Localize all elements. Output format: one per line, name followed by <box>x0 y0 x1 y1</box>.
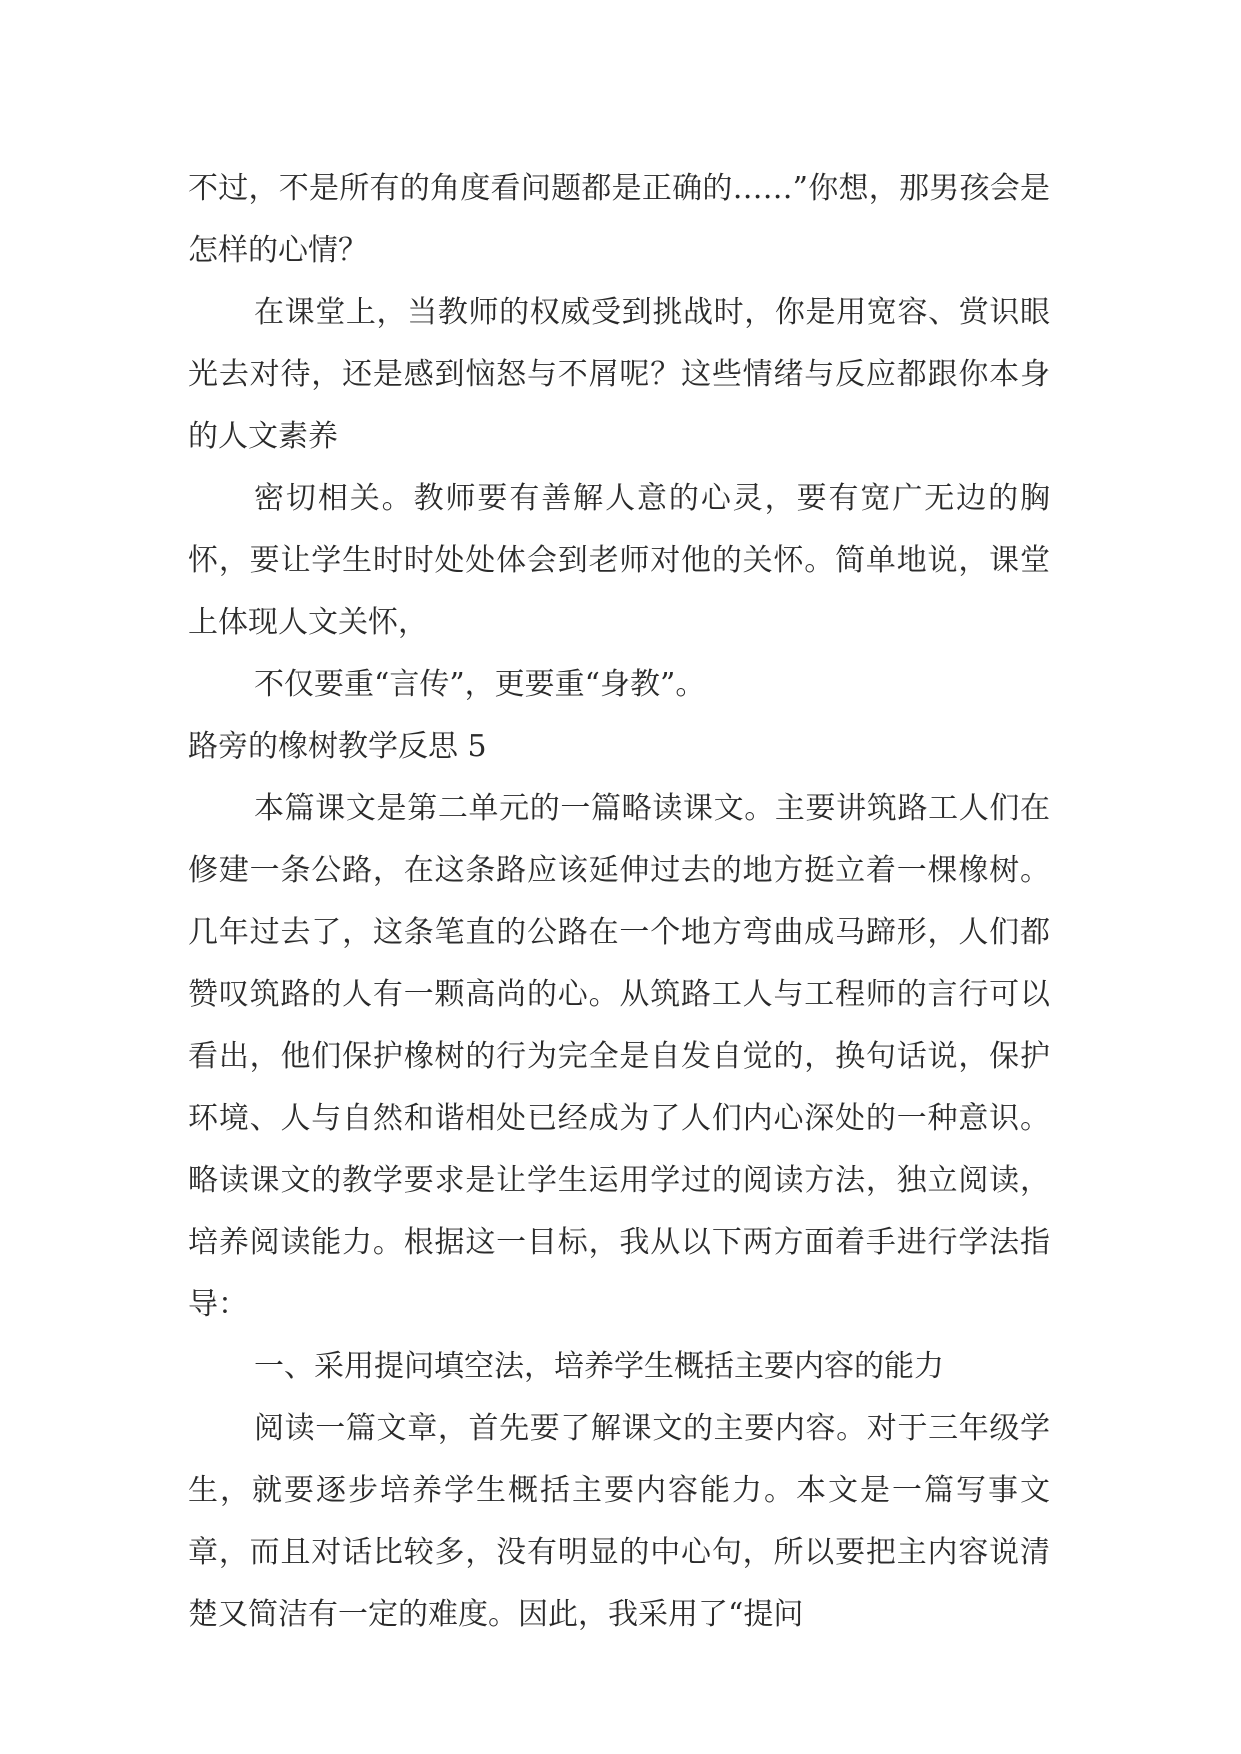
section-paragraph-2: 阅读一篇文章，首先要了解课文的主要内容。对于三年级学生，就要逐步培养学生概括主要内容能力。本文是一篇写事文章，而且对话比较多，没有明显的中心句，所以要把主内容说清楚又简洁有一定的难度。因此，我采用了“提问 <box>188 1411 1050 1632</box>
section-title: 路旁的橡树教学反思 5 <box>188 729 487 764</box>
section-paragraph-1: 本篇课文是第二单元的一篇略读课文。主要讲筑路工人们在修建一条公路，在这条路应该延伸过去的地方挺立着一棵橡树。几年过去了，这条笔直的公路在一个地方弯曲成马蹄形，人们都赞叹筑路的人有一颗高尚的心。从筑路工人与工程师的言行可以看出，他们保护橡树的行为完全是自发自觉的，换句话说，保护环境、人与自然和谐相处已经成为了人们内心深处的一种意识。略读课文的教学要求是让学生运用学过的阅读方法，独立阅读，培养阅读能力。根据这一目标，我从以下两方面着手进行学法指导： <box>188 791 1050 1322</box>
paragraph-2: 在课堂上，当教师的权威受到挑战时，你是用宽容、赏识眼光去对待，还是感到恼怒与不屑呢？这些情绪与反应都跟你本身的人文素养 <box>188 295 1050 454</box>
paragraph-4: 不仅要重“言传”，更要重“身教”。 <box>254 667 706 702</box>
section-heading-method-1: 一、采用提问填空法，培养学生概括主要内容的能力 <box>254 1349 944 1384</box>
paragraph-1: 不过，不是所有的角度看问题都是正确的……”你想，那男孩会是怎样的心情？ <box>188 171 1050 268</box>
document-body <box>188 158 1050 1646</box>
paragraph-3: 密切相关。教师要有善解人意的心灵，要有宽广无边的胸怀，要让学生时时处处体会到老师对他的关怀。简单地说，课堂上体现人文关怀， <box>188 481 1050 640</box>
